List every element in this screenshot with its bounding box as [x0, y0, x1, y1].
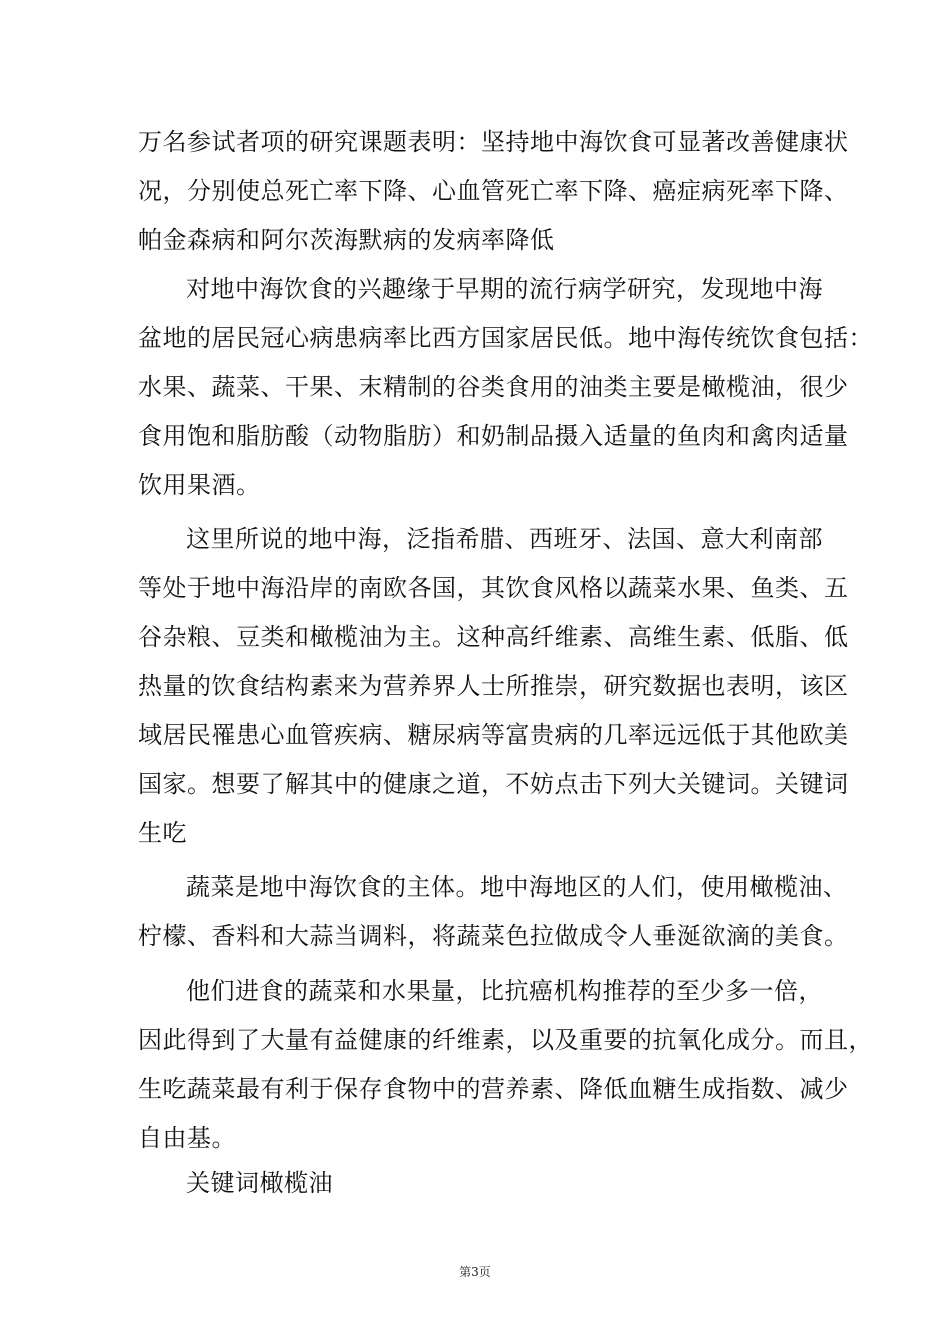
paragraph-4-line-2: 柠檬、香料和大蒜当调料，将蔬菜色拉做成令人垂涎欲滴的美食。: [138, 922, 849, 950]
paragraph-4-line-1: 蔬菜是地中海饮食的主体。地中海地区的人们，使用橄榄油、: [186, 873, 848, 901]
paragraph-5-line-3: 生吃蔬菜最有利于保存食物中的营养素、降低血糖生成指数、减少: [138, 1075, 849, 1103]
paragraph-2-line-2: 盆地的居民冠心病患病率比西方国家居民低。地中海传统饮食包括：: [138, 324, 873, 352]
paragraph-1-line-1: 万名参试者项的研究课题表明：坚持地中海饮食可显著改善健康状: [138, 128, 849, 156]
paragraph-3-line-5: 域居民罹患心血管疾病、糖尿病等富贵病的几率远远低于其他欧美: [138, 721, 849, 749]
paragraph-6-line-1: 关键词橄榄油: [186, 1169, 333, 1197]
paragraph-1-line-3: 帕金森病和阿尔茨海默病的发病率降低: [138, 226, 555, 254]
paragraph-2-line-4: 食用饱和脂肪酸（动物脂肪）和奶制品摄入适量的鱼肉和禽肉适量: [138, 422, 849, 450]
paragraph-3-line-6: 国家。想要了解其中的健康之道，不妨点击下列大关键词。关键词: [138, 770, 849, 798]
paragraph-2-line-3: 水果、蔬菜、干果、末精制的谷类食用的油类主要是橄榄油，很少: [138, 373, 849, 401]
paragraph-3-line-2: 等处于地中海沿岸的南欧各国，其饮食风格以蔬菜水果、鱼类、五: [138, 574, 849, 602]
paragraph-2-line-5: 饮用果酒。: [138, 471, 261, 499]
paragraph-3-line-4: 热量的饮食结构素来为营养界人士所推崇，研究数据也表明，该区: [138, 672, 849, 700]
paragraph-1-line-2: 况，分别使总死亡率下降、心血管死亡率下降、癌症病死率下降、: [138, 177, 849, 205]
paragraph-5-line-1: 他们进食的蔬菜和水果量，比抗癌机构推荐的至少多一倍，: [186, 977, 823, 1005]
paragraph-3-line-3: 谷杂粮、豆类和橄榄油为主。这种高纤维素、高维生素、低脂、低: [138, 623, 849, 651]
page-number: 第3页: [459, 1265, 491, 1279]
paragraph-3-line-7: 生吃: [138, 819, 187, 847]
paragraph-2-line-1: 对地中海饮食的兴趣缘于早期的流行病学研究，发现地中海: [186, 275, 823, 303]
paragraph-3-line-1: 这里所说的地中海，泛指希腊、西班牙、法国、意大利南部: [186, 525, 823, 553]
paragraph-5-line-4: 自由基。: [138, 1124, 236, 1152]
paragraph-5-line-2: 因此得到了大量有益健康的纤维素，以及重要的抗氧化成分。而且，: [138, 1026, 873, 1054]
